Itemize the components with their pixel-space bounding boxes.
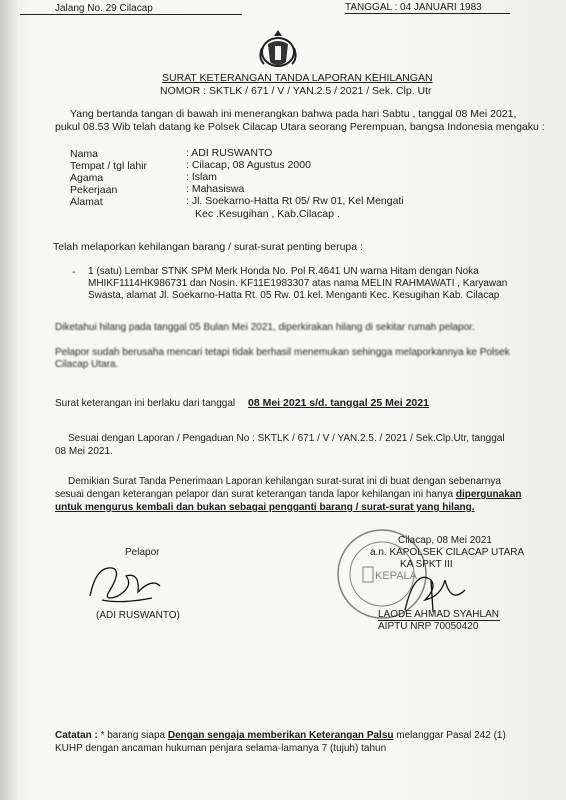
header-date: TANGGAL : 04 JANUARI 1983 (345, 2, 482, 13)
search-statement-2: Cilacap Utara. (55, 359, 119, 370)
catatan-label: Catatan : (55, 730, 98, 741)
on-behalf-of: a.n. KAPOLSEK CILACAP UTARA (370, 547, 525, 558)
header-date-underline (345, 13, 510, 14)
closing-line-2-bold: dipergunakan (455, 489, 522, 500)
closing-line-3: untuk mengurus kembali dan bukan sebagai pengganti barang / surat-surat yang hilang. (55, 502, 475, 513)
intro-line-1: Yang bertanda tangan di bawah ini menerangkan bahwa pada hari Sabtu , tanggal 08 Mei 2021, (70, 108, 517, 120)
officer-name: LAODE AHMAD SYAHLAN (378, 609, 499, 620)
catatan-line-1 (55, 730, 506, 742)
closing-line-2 (55, 489, 521, 501)
place-date: Cilacap, 08 Mei 2021 (398, 535, 492, 546)
document-number: NOMOR : SKTLK / 671 / V / YAN.2.5 / 2021 / Sek. Clp. Utr (160, 85, 432, 97)
value-ttl: : Cilacap, 08 Agustus 2000 (186, 159, 311, 171)
value-agama: : Islam (186, 171, 217, 183)
validity-prefix: Surat keterangan ini berlaku dari tanggal (55, 398, 236, 409)
validity-range: 08 Mei 2021 s/d. tanggal 25 Mei 2021 (248, 397, 429, 409)
reference-line-2: 08 Mei 2021. (55, 446, 113, 457)
pelapor-title: Pelapor (125, 547, 160, 558)
label-nama: Nama (70, 148, 99, 160)
search-statement-1: Pelapor sudah berusaha mencari tetapi tidak berhasil menemukan sehingga melaporkannya ke Polsek (55, 347, 510, 358)
catatan-line-2: KUHP dengan ancaman hukuman penjara selama-lamanya 7 (tujuh) tahun (55, 743, 387, 754)
label-alamat: Alamat (70, 196, 103, 208)
pelapor-name: (ADI RUSWANTO) (96, 610, 180, 621)
pelapor-signature-icon (82, 556, 172, 608)
intro-line-2: pukul 08.53 Wib telah datang ke Polsek Cilacap Utara seorang Perempuan, bangsa Indonesia mengaku : (55, 121, 545, 133)
closing-line-1: Demikian Surat Tanda Penerimaan Laporan kehilangan surat-surat ini di buat dengan sebenarnya (68, 476, 501, 487)
document-title: SURAT KETERANGAN TANDA LAPORAN KEHILANGAN (162, 72, 433, 84)
officer-position: KA SPKT III (400, 559, 453, 570)
page-shadow (0, 0, 18, 800)
catatan-bold: Dengan sengaja memberikan Keterangan Palsu (167, 730, 394, 741)
label-pekerjaan: Pekerjaan (70, 184, 118, 196)
police-emblem-icon (256, 28, 300, 70)
value-alamat-1: : Jl. Soekarno-Hatta Rt 05/ Rw 01, Kel Mengati (186, 195, 404, 207)
item-line-3: Swasta, alamat Jl. Soekarno-Hatta Rt. 05 Rw. 01 kel. Menganti Kec. Kesugihan Kab. Cilacap (88, 290, 500, 301)
value-nama: : ADI RUSWANTO (186, 147, 273, 159)
lost-statement: Diketahui hilang pada tanggal 05 Bulan Mei 2021, diperkirakan hilang di sekitar rumah pelapor. (55, 322, 475, 333)
label-agama: Agama (70, 172, 104, 184)
value-pekerjaan: : Mahasiswa (186, 183, 245, 195)
item-line-1: 1 (satu) Lembar STNK SPM Merk Honda No. Pol R.4641 UN warna Hitam dengan Noka (88, 266, 479, 277)
stamp-text: KEPALA (375, 570, 417, 582)
header-left-underline (20, 14, 242, 15)
report-intro: Telah melaporkan kehilangan barang / surat-surat penting berupa : (53, 241, 363, 253)
item-line-2: MHIKF1114HK986731 dan Nosin. KF11E1983307 atas nama MELIN RAHMAWATI , Karyawan (88, 278, 508, 289)
header-left-ref: Jalang No. 29 Cilacap (55, 3, 153, 14)
item-bullet: - (72, 266, 76, 278)
closing-line-2-text: sesuai dengan keterangan pelapor dan surat keterangan tanda lapor kehilangan ini hanya (55, 489, 454, 500)
value-alamat-2: Kec .Kesugihan , Kab.Cilacap . (195, 208, 340, 220)
catatan-text-2: melanggar Pasal 242 (1) (393, 730, 506, 741)
reference-line-1: Sesuai dengan Laporan / Pengaduan No : SKTLK / 671 / V / YAN.2.5. / 2021 / Sek.Clp.Utr, tanggal (68, 433, 505, 444)
label-ttl: Tempat / tgl lahir (70, 160, 148, 172)
officer-rank: AIPTU NRP 70050420 (378, 621, 479, 632)
catatan-text-1: * barang siapa (97, 730, 168, 741)
